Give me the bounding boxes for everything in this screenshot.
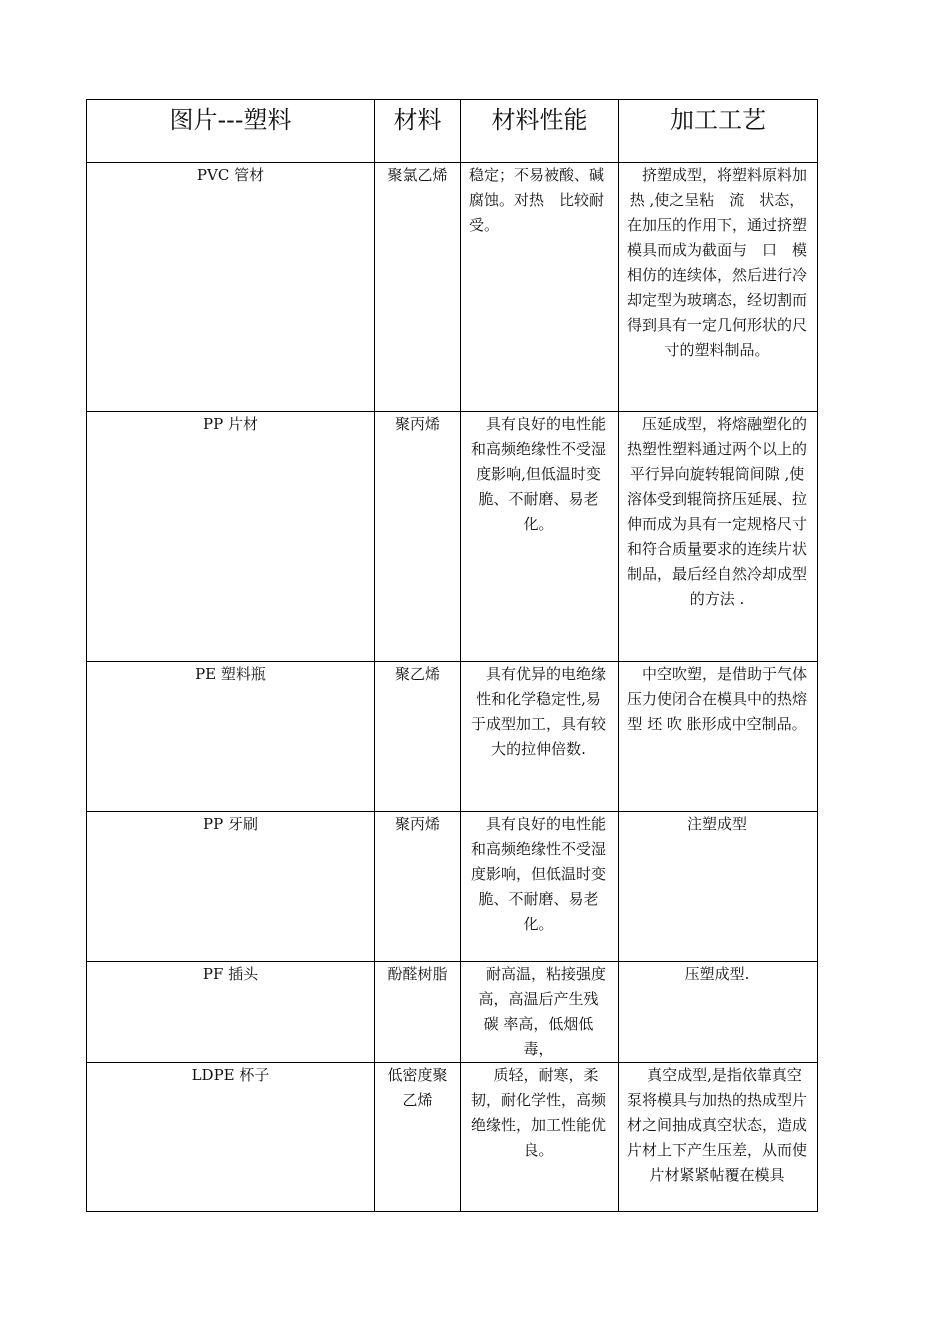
cell-process: 注塑成型	[619, 812, 818, 962]
cell-process: 真空成型,是指依靠真空泵将模具与加热的热成型片材之间抽成真空状态，造成片材上下产生压差，从而使片材紧紧帖覆在模具	[619, 1063, 818, 1212]
header-image: 图片---塑料	[87, 100, 375, 163]
table-header-row	[87, 100, 818, 163]
cell-process: 压塑成型.	[619, 962, 818, 1063]
document-page	[86, 99, 817, 1212]
table-row	[87, 662, 818, 812]
cell-image: PE 塑料瓶	[87, 662, 375, 812]
cell-process: 中空吹塑，是借助于气体压力使闭合在模具中的热熔型 坯 吹 胀形成中空制品。	[619, 662, 818, 812]
table-row	[87, 412, 818, 662]
cell-image: PVC 管材	[87, 163, 375, 412]
cell-image: LDPE 杯子	[87, 1063, 375, 1212]
cell-process: 压延成型，将熔融塑化的热塑性塑料通过两个以上的平行异向旋转辊筒间隙 ,使溶体受到辊筒挤压延展、拉伸而成为具有一定规格尺寸和符合质量要求的连续片状制品，最后经自然冷却成型的方法 .	[619, 412, 818, 662]
header-material: 材料	[375, 100, 461, 163]
cell-image: PF 插头	[87, 962, 375, 1063]
cell-material: 低密度聚乙烯	[375, 1063, 461, 1212]
cell-performance: 耐高温，粘接强度高，高温后产生残 碳 率高，低烟低毒，	[461, 962, 619, 1063]
cell-performance: 具有优异的电绝缘性和化学稳定性,易于成型加工，具有较大的拉伸倍数.	[461, 662, 619, 812]
cell-performance: 质轻，耐寒，柔韧，耐化学性，高频绝缘性，加工性能优良。	[461, 1063, 619, 1212]
cell-material: 聚氯乙烯	[375, 163, 461, 412]
header-performance: 材料性能	[461, 100, 619, 163]
cell-performance: 具有良好的电性能和高频绝缘性不受湿度影响,但低温时变脆、不耐磨、易老化。	[461, 412, 619, 662]
cell-process: 挤塑成型，将塑料原料加热 ,使之呈粘 流 状态，在加压的作用下，通过挤塑模具而成为截面与 口 模相仿的连续体，然后进行冷却定型为玻璃态，经切割而得到具有一定几何形状的尺寸的塑料制品。	[619, 163, 818, 412]
cell-performance: 具有良好的电性能和高频绝缘性不受湿度影响，但低温时变脆、不耐磨、易老化。	[461, 812, 619, 962]
plastics-table	[86, 99, 818, 1212]
cell-performance: 稳定；不易被酸、碱腐蚀。对热 比较耐受。	[461, 163, 619, 412]
cell-image: PP 牙刷	[87, 812, 375, 962]
cell-material: 聚丙烯	[375, 812, 461, 962]
table-row	[87, 163, 818, 412]
table-row	[87, 1063, 818, 1212]
cell-material: 聚乙烯	[375, 662, 461, 812]
table-row	[87, 962, 818, 1063]
cell-material: 聚丙烯	[375, 412, 461, 662]
header-process: 加工工艺	[619, 100, 818, 163]
cell-material: 酚醛树脂	[375, 962, 461, 1063]
table-row	[87, 812, 818, 962]
cell-image: PP 片材	[87, 412, 375, 662]
